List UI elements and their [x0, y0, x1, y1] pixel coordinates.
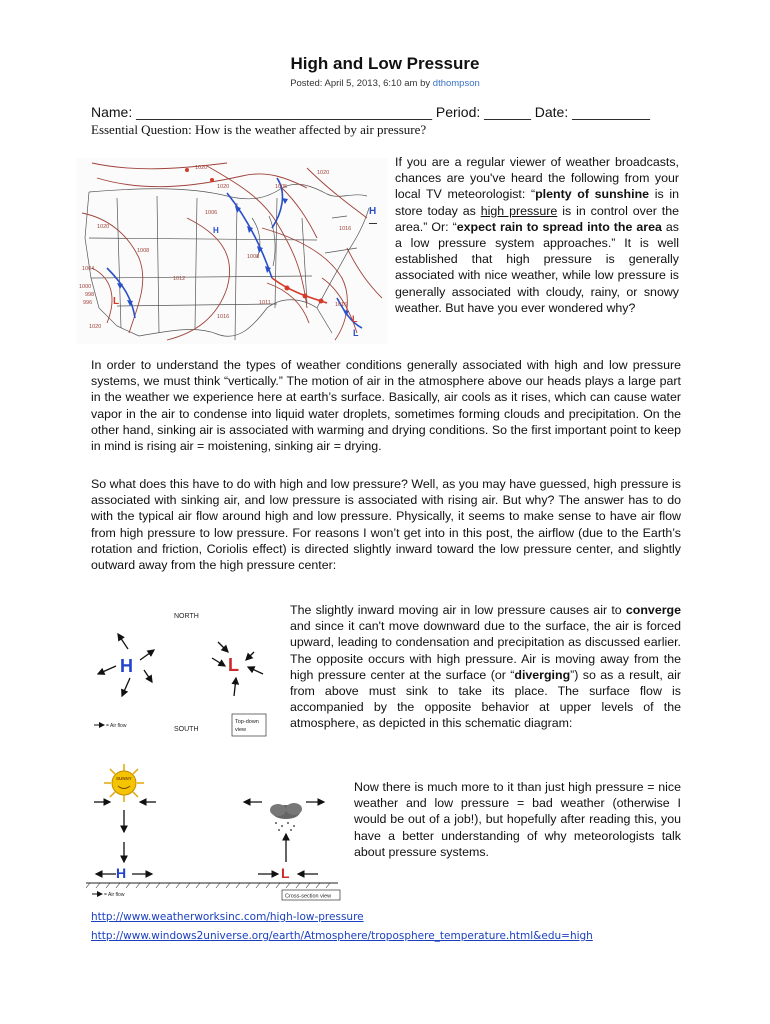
- name-period-date-line: Name: ______________________________________ Period: ______ Date: __________: [91, 104, 650, 120]
- reference-link-weatherworks[interactable]: http://www.weatherworksinc.com/high-low-pressure: [91, 911, 364, 923]
- high-pressure-symbol: H: [116, 865, 127, 881]
- ground-hatching: [86, 883, 330, 888]
- isobar-label: 1000: [79, 284, 92, 290]
- intro-bold-phrase: expect rain to spread into the area: [456, 219, 662, 234]
- isobar-label: 1020: [89, 324, 102, 330]
- isobar-label: 1016: [339, 226, 352, 232]
- bold-term-diverging: diverging: [514, 667, 571, 682]
- paragraph-vertical-motion: In order to understand the types of weather conditions generally associated with high and low pressure systems, we must think “vertically.” The motion of air in the atmosphere above our heads plays a large part in the weather we experience here at earth’s surface. Basically, air cools as it rises, which can cause water vapor in the air to condense into liquid water droplets, sometimes forming clouds and precipitation. On the other hand, sinking air is associated with warming and drying conditions. So the first important point to keep in mind is rising air = moistening, sinking air = drying.: [91, 358, 681, 454]
- low-pressure-symbol: L: [353, 328, 359, 338]
- intro-paragraph: [395, 154, 679, 316]
- low-pressure-symbol: L: [281, 865, 290, 881]
- low-pressure-symbol: L: [113, 296, 120, 307]
- low-pressure-symbol: L: [352, 314, 358, 324]
- paragraph-text: The slightly inward moving air in low pressure causes air to: [290, 603, 626, 617]
- paragraph-conclusion: Now there is much more to it than just high pressure = nice weather and low pressure = bad weather (otherwise I would be out of a job!), but hopefully after reading this, you have a better understanding of why meteorologists talk about pressure systems.: [354, 780, 681, 859]
- high-pressure-symbol: H: [369, 206, 377, 217]
- isobar-label: 1008: [137, 248, 150, 254]
- page-title: High and Low Pressure: [290, 54, 480, 73]
- isobar-label: 1016: [335, 302, 348, 308]
- isobar-label: 1020: [217, 184, 230, 190]
- rain-cloud-icon: [270, 803, 302, 831]
- air-flow-legend: = Air flow: [106, 723, 127, 729]
- south-label: SOUTH: [174, 726, 199, 733]
- paragraph-text: and since it can't move downward due to the surface, the air is forced upward, leading to condensation and precipitation as discussed earlier. The opposite occurs with high pressure. Air is moving away from the high pressure center at the surface (or “: [290, 619, 681, 682]
- paragraph-airflow: So what does this have to do with high and low pressure? Well, as you may have guessed, high pressure is associated with sinking air, and low pressure is associated with rising air. But why? The answer has to do with the typical air flow around high and low pressure. Physically, it seems to make sense to have air flow from high pressure to low pressure. For reasons I won’t get into in this post, the airflow (due to the Earth’s rotation and friction, Coriolis effect) is directed slightly inward toward the low pressure center, and slightly outward away from the high pressure center:: [91, 477, 681, 573]
- intro-bold-phrase: plenty of sunshine: [535, 187, 650, 202]
- cross-section-diagram: [86, 762, 348, 904]
- isobar-label: 1011: [259, 300, 271, 306]
- isobar-label: 1016: [217, 314, 230, 320]
- low-pressure-symbol: L: [228, 655, 239, 675]
- isobar-label: 996: [83, 300, 93, 306]
- isobar-label: 1020: [195, 165, 208, 171]
- isobar-label: 998: [85, 292, 95, 298]
- isobar-label: 1005: [275, 184, 288, 190]
- view-box-label: view: [235, 727, 247, 733]
- north-label: NORTH: [174, 613, 199, 620]
- intro-underlined-phrase: high pressure: [480, 203, 558, 218]
- intro-text: is in store today as: [395, 187, 679, 218]
- weather-map-figure: [77, 158, 387, 344]
- author-link[interactable]: dthompson: [432, 78, 480, 89]
- view-box-label: Top-down: [235, 719, 259, 725]
- isobar-label: 1012: [173, 276, 186, 282]
- intro-text: If you are a regular viewer of weather broadcasts, chances are you've heard the following from your local TV meteorologist: “: [395, 155, 679, 202]
- sun-icon: [104, 764, 144, 802]
- sun-label: SUNNY: [116, 776, 132, 781]
- high-pressure-symbol: H: [213, 226, 219, 235]
- high-pressure-symbol: H: [120, 656, 133, 676]
- posted-date: Posted: April 5, 2013, 6:10 am by: [290, 78, 433, 89]
- top-down-diagram: [88, 604, 278, 740]
- isobar-label: 1008: [247, 254, 260, 260]
- isobar-label: 1004: [82, 266, 95, 272]
- intro-text: is in control over the area.” Or: “: [395, 203, 680, 234]
- essential-question: Essential Question: How is the weather affected by air pressure?: [91, 122, 427, 137]
- post-meta: [0, 78, 770, 89]
- isobar-label: 1006: [205, 210, 218, 216]
- reference-link-windows2universe[interactable]: http://www.windows2universe.org/earth/Atmosphere/troposphere_temperature.html&edu=high: [91, 930, 593, 942]
- paragraph-text: ”) so as a result, air from above must sink to take its place. The surface flow is accompanied by the opposite behavior at upper levels of the atmosphere, as depicted in this schematic diagram:: [290, 667, 681, 731]
- isobar-label: 1020: [317, 170, 330, 176]
- air-flow-legend: = Air flow: [104, 892, 125, 898]
- intro-text: as a low pressure system approaches.” It is well established that high pressure is generally associated with nice weather, while low pressure is generally associated with cloudy, rainy, or snowy weather. But have you ever wondered why?: [395, 219, 680, 315]
- paragraph-converge-diverge: [290, 602, 681, 732]
- isobar-label: 1020: [97, 224, 110, 230]
- bold-term-converge: converge: [625, 603, 681, 617]
- cross-section-view-label: Cross-section view: [285, 893, 332, 900]
